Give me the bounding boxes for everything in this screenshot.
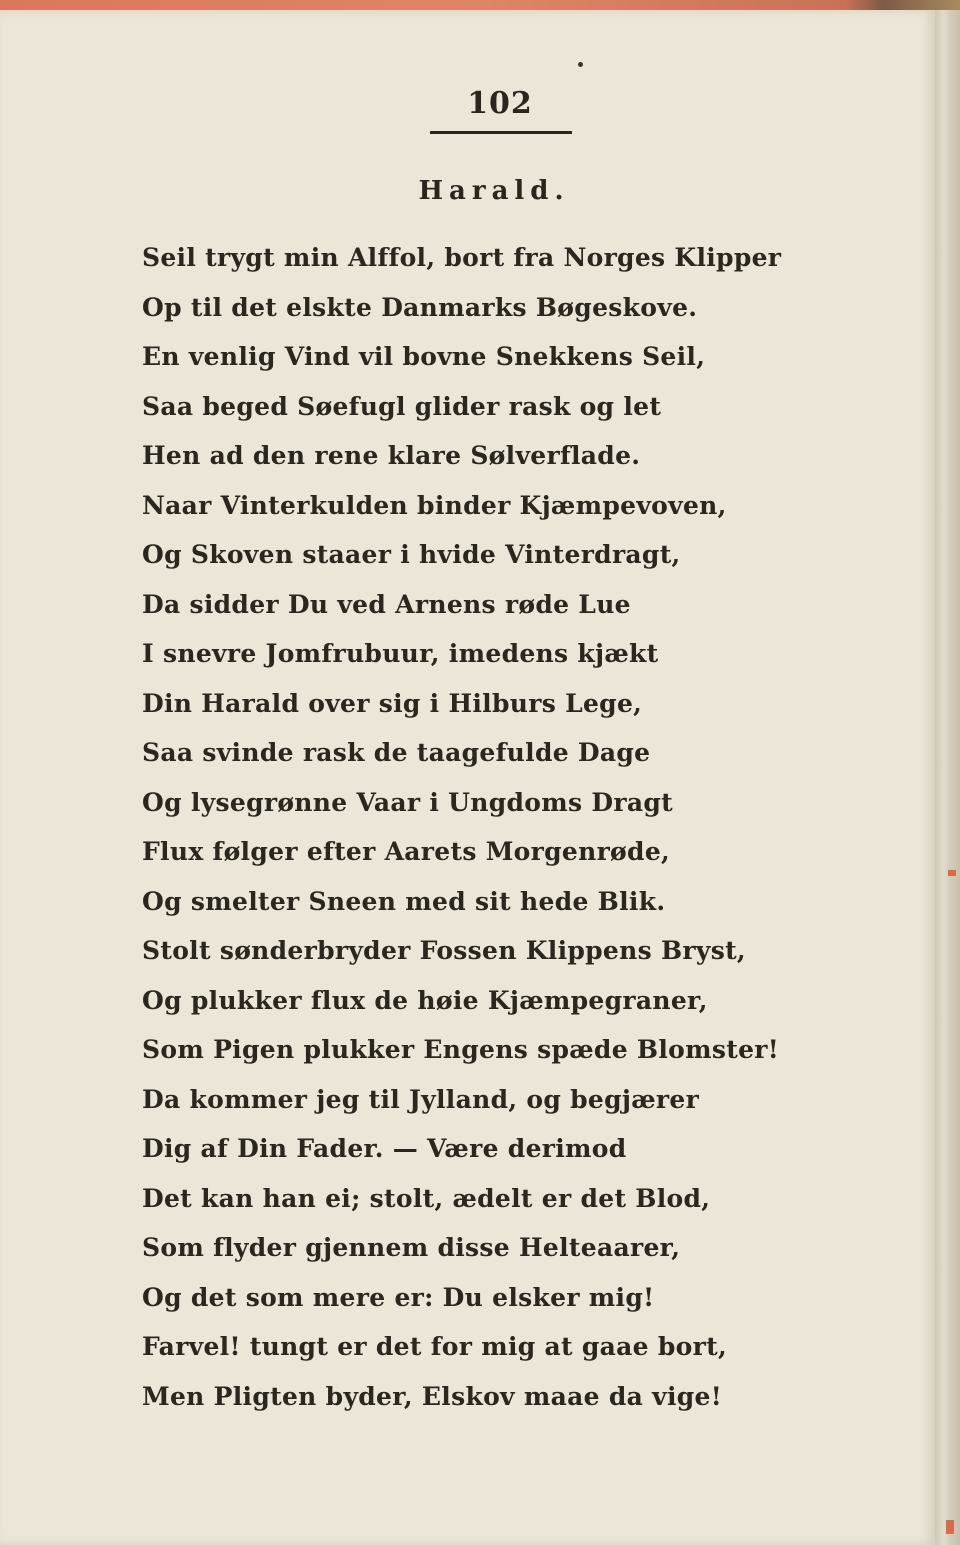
- poem-line: Hen ad den rene klare Sølverflade.: [142, 441, 641, 470]
- poem-body: [142, 238, 781, 1426]
- poem-line: Saa svinde rask de taagefulde Dage: [142, 738, 651, 767]
- poem-line: Som flyder gjennem disse Helteaarer,: [142, 1233, 681, 1262]
- poem-line: Naar Vinterkulden binder Kjæmpevoven,: [142, 490, 727, 520]
- poem-line: Da kommer jeg til Jylland, og begjærer: [142, 1084, 700, 1114]
- poem-line: Og smelter Sneen med sit hede Blik.: [142, 886, 666, 916]
- poem-line: I snevre Jomfrubuur, imedens kjækt: [142, 639, 659, 668]
- poem-line: Saa beged Søefugl glider rask og let: [142, 391, 662, 421]
- poem-line: Op til det elskte Danmarks Bøgeskove.: [142, 292, 698, 322]
- poem-line: Og plukker flux de høie Kjæmpegraner,: [142, 985, 708, 1015]
- poem-line: Din Harald over sig i Hilburs Lege,: [142, 688, 643, 718]
- poem-line: Men Pligten byder, Elskov maae da vige!: [142, 1381, 722, 1411]
- poem-line: Og lysegrønne Vaar i Ungdoms Dragt: [142, 787, 673, 817]
- poem-line: Seil trygt min Alffol, bort fra Norges Klipper: [142, 243, 782, 272]
- cover-mark: [946, 1520, 954, 1534]
- poem-line: Og det som mere er: Du elsker mig!: [142, 1282, 655, 1312]
- poem-line: Dig af Din Fader. — Være derimod: [142, 1134, 627, 1163]
- header-rule: [430, 131, 572, 134]
- page-edge: [935, 10, 960, 1545]
- poem-line: Da sidder Du ved Arnens røde Lue: [142, 589, 631, 619]
- poem-title: Harald.: [418, 176, 570, 206]
- poem-line: En venlig Vind vil bovne Snekkens Seil,: [142, 342, 706, 371]
- cover-mark: [948, 870, 956, 876]
- poem-line: Og Skoven staaer i hvide Vinterdragt,: [142, 540, 681, 569]
- poem-line: Stolt sønderbryder Fossen Klippens Bryst,: [142, 936, 746, 965]
- poem-line: Som Pigen plukker Engens spæde Blomster!: [142, 1035, 780, 1064]
- ink-dot: [578, 62, 583, 67]
- poem-line: Farvel! tungt er det for mig at gaae bort,: [142, 1332, 727, 1361]
- poem-line: Det kan han ei; stolt, ædelt er det Blod,: [142, 1183, 711, 1213]
- poem-line: Flux følger efter Aarets Morgenrøde,: [142, 837, 671, 866]
- page-number: 102: [467, 86, 533, 121]
